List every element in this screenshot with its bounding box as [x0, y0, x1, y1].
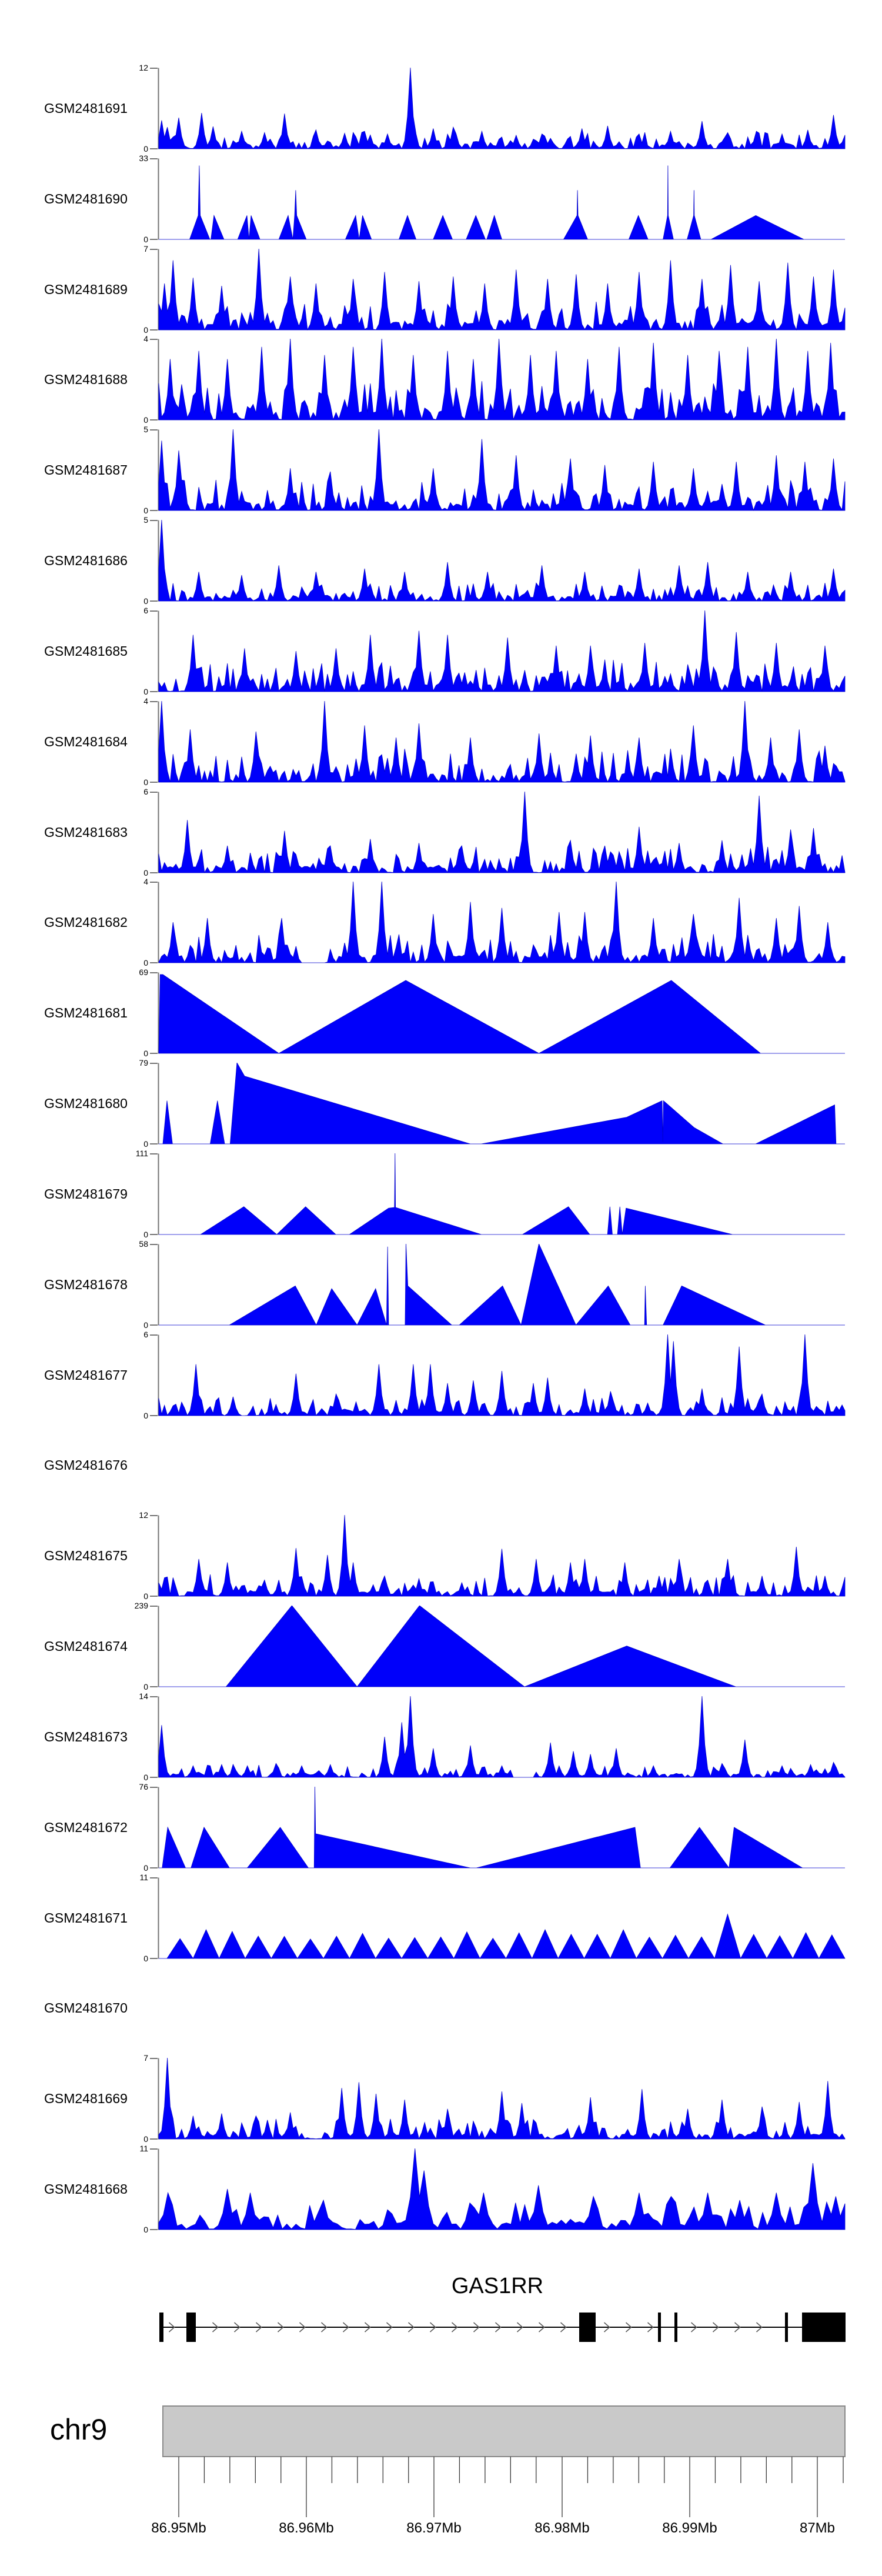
- track-ymax-label: 69: [139, 967, 148, 977]
- track-signal-plot: [0, 1515, 882, 1598]
- track-label: GSM2481680: [44, 1096, 128, 1112]
- track-yzero-label: 0: [143, 506, 148, 516]
- track-yzero-label: 0: [143, 2225, 148, 2235]
- track-label: GSM2481671: [44, 1910, 128, 1926]
- track-ymax-label: 12: [139, 63, 148, 72]
- ruler-tick-label: 87Mb: [799, 2520, 836, 2536]
- track-ymax-label: 6: [143, 786, 148, 796]
- track-ymax-label: 6: [143, 1329, 148, 1339]
- track-signal-plot: [0, 2148, 882, 2231]
- chromosome-ruler-plot: [0, 2400, 882, 2529]
- track-signal-plot: [0, 972, 882, 1055]
- track-signal-plot: [0, 882, 882, 965]
- track-yzero-label: 0: [143, 1772, 148, 1782]
- track-signal-plot: [0, 339, 882, 422]
- track-signal-plot: [0, 1244, 882, 1327]
- track-yzero-label: 0: [143, 1139, 148, 1149]
- track-ymax-label: 79: [139, 1058, 148, 1068]
- track-ymax-label: 11: [139, 1872, 148, 1882]
- track-ymax-label: 239: [134, 1601, 148, 1611]
- track-label: GSM2481688: [44, 372, 128, 388]
- track-ymax-label: 4: [143, 334, 148, 344]
- track-yzero-label: 0: [143, 325, 148, 335]
- track-ymax-label: 111: [135, 1148, 148, 1158]
- track-signal-plot: [0, 1153, 882, 1236]
- track-signal-plot: [0, 1063, 882, 1146]
- ruler-tick-label: 86.97Mb: [406, 2520, 462, 2536]
- ruler-tick-label: 86.99Mb: [662, 2520, 717, 2536]
- track-yzero-label: 0: [143, 2134, 148, 2144]
- track-signal-plot: [0, 1606, 882, 1689]
- track-label: GSM2481676: [44, 1457, 128, 1473]
- track-yzero-label: 0: [143, 686, 148, 696]
- track-ymax-label: 7: [143, 2053, 148, 2063]
- track-label: GSM2481686: [44, 553, 128, 569]
- track-label: GSM2481683: [44, 824, 128, 840]
- track-signal-plot: [0, 1877, 882, 1960]
- track-ymax-label: 5: [143, 515, 148, 525]
- track-yzero-label: 0: [143, 1229, 148, 1239]
- track-signal-plot: [0, 429, 882, 512]
- track-ymax-label: 33: [139, 153, 148, 163]
- track-signal-plot: [0, 2058, 882, 2141]
- track-label: GSM2481679: [44, 1186, 128, 1202]
- track-label: GSM2481670: [44, 2000, 128, 2016]
- track-ymax-label: 6: [143, 605, 148, 615]
- track-label: GSM2481674: [44, 1639, 128, 1654]
- track-label: GSM2481668: [44, 2181, 128, 2197]
- track-label: GSM2481672: [44, 1819, 128, 1835]
- track-label: GSM2481691: [44, 101, 128, 116]
- track-ymax-label: 76: [139, 1781, 148, 1791]
- track-signal-plot: [0, 158, 882, 241]
- track-label: GSM2481687: [44, 462, 128, 478]
- gene-model-plot: [0, 2300, 882, 2358]
- track-label: GSM2481675: [44, 1548, 128, 1564]
- track-signal-plot: [0, 68, 882, 151]
- track-yzero-label: 0: [143, 1320, 148, 1330]
- track-label: GSM2481678: [44, 1276, 128, 1292]
- track-yzero-label: 0: [143, 144, 148, 154]
- track-yzero-label: 0: [143, 234, 148, 244]
- track-signal-plot: [0, 1787, 882, 1870]
- track-ymax-label: 58: [139, 1239, 148, 1249]
- track-yzero-label: 0: [143, 415, 148, 425]
- track-label: GSM2481685: [44, 643, 128, 659]
- track-yzero-label: 0: [143, 1591, 148, 1601]
- track-ymax-label: 11: [139, 2144, 148, 2154]
- ruler-tick-label: 86.96Mb: [279, 2520, 334, 2536]
- track-yzero-label: 0: [143, 958, 148, 968]
- track-yzero-label: 0: [143, 867, 148, 877]
- chromosome-label: chr9: [50, 2413, 108, 2446]
- track-label: GSM2481689: [44, 281, 128, 297]
- ruler-tick-label: 86.98Mb: [534, 2520, 590, 2536]
- track-yzero-label: 0: [143, 596, 148, 606]
- track-yzero-label: 0: [143, 1410, 148, 1420]
- track-label: GSM2481677: [44, 1367, 128, 1383]
- track-label: GSM2481690: [44, 191, 128, 206]
- track-label: GSM2481684: [44, 733, 128, 749]
- track-label: GSM2481682: [44, 915, 128, 930]
- track-yzero-label: 0: [143, 1953, 148, 1963]
- track-label: GSM2481681: [44, 1005, 128, 1021]
- track-label: GSM2481673: [44, 1729, 128, 1744]
- track-yzero-label: 0: [143, 1682, 148, 1692]
- track-signal-plot: [0, 701, 882, 784]
- track-ymax-label: 14: [139, 1691, 148, 1701]
- track-signal-plot: [0, 520, 882, 603]
- gene-name-label: GAS1RR: [451, 2274, 544, 2298]
- track-ymax-label: 5: [143, 425, 148, 435]
- track-yzero-label: 0: [143, 777, 148, 787]
- track-ymax-label: 4: [143, 877, 148, 887]
- track-signal-plot: [0, 249, 882, 332]
- track-yzero-label: 0: [143, 1049, 148, 1059]
- track-signal-plot: [0, 1696, 882, 1779]
- track-ymax-label: 12: [139, 1510, 148, 1520]
- track-ymax-label: 4: [143, 696, 148, 706]
- ruler-tick-label: 86.95Mb: [151, 2520, 206, 2536]
- track-label: GSM2481669: [44, 2091, 128, 2107]
- track-signal-plot: [0, 1334, 882, 1417]
- track-signal-plot: [0, 610, 882, 693]
- track-signal-plot: [0, 792, 882, 875]
- track-yzero-label: 0: [143, 1863, 148, 1873]
- track-ymax-label: 7: [143, 243, 148, 253]
